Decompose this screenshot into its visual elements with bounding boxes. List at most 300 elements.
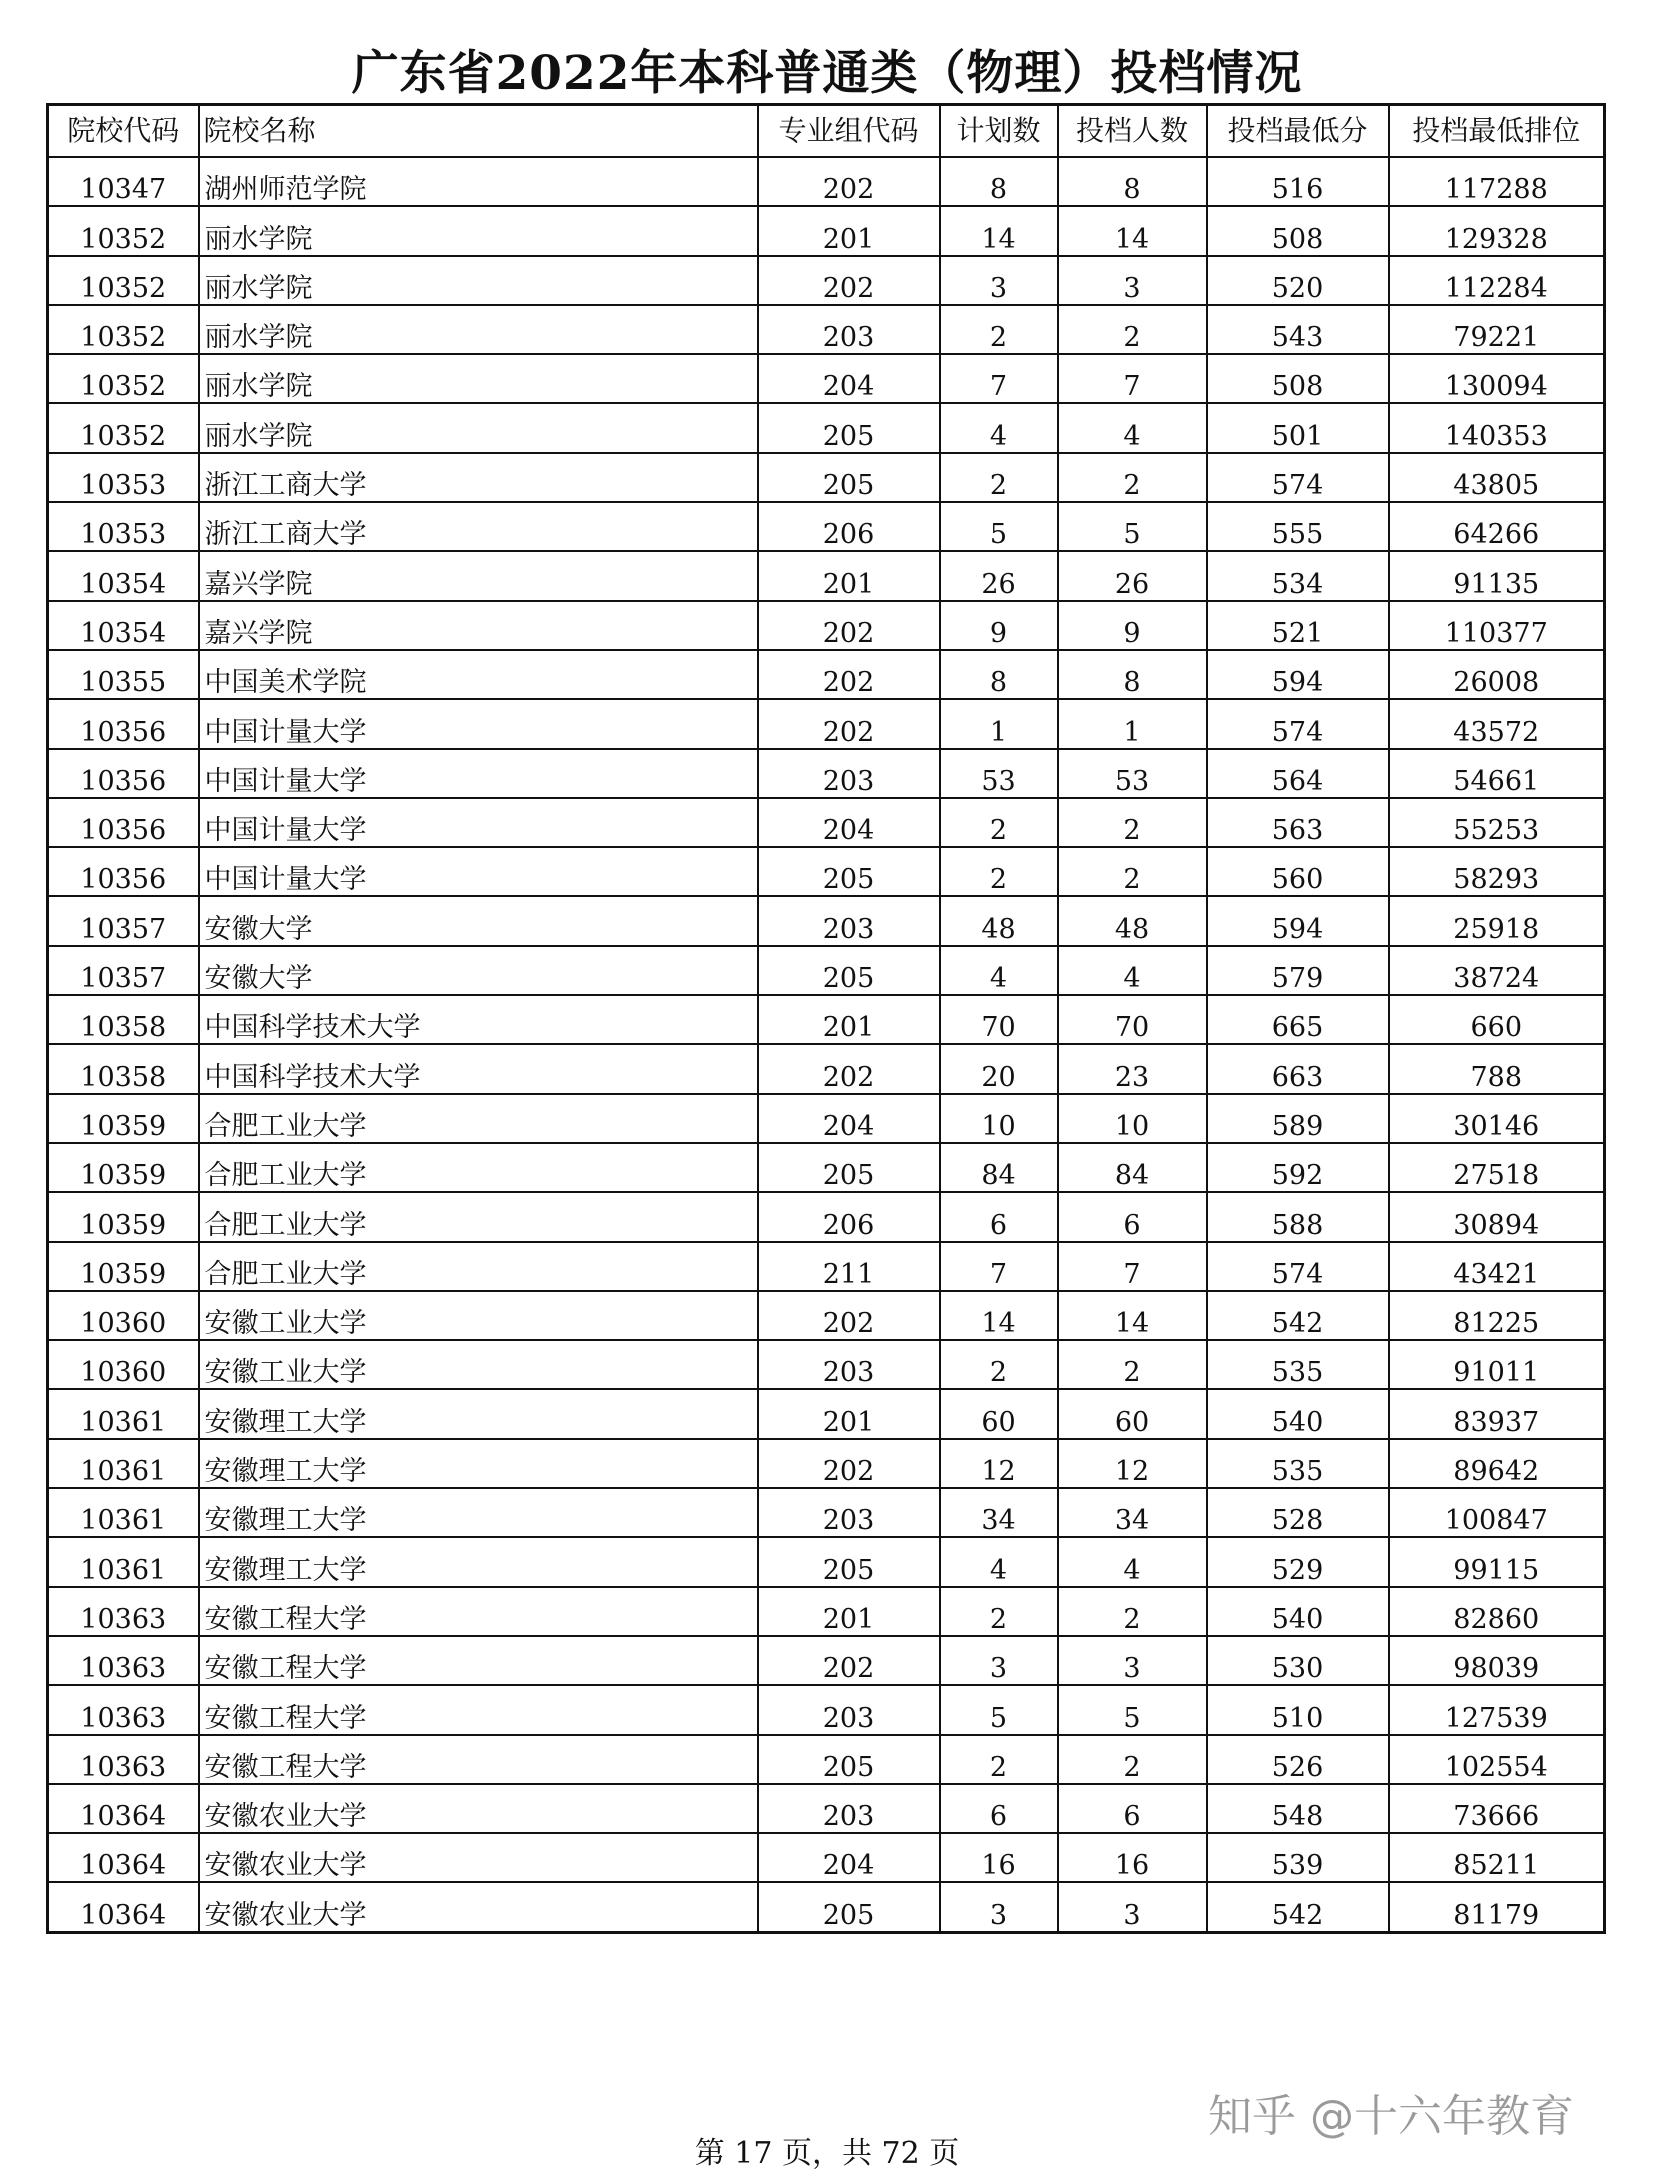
table-row	[48, 847, 1605, 896]
cell-group-code: 211	[758, 1242, 940, 1291]
cell-group-code: 202	[758, 1636, 940, 1685]
cell-school-code: 10359	[48, 1192, 199, 1241]
cell-school-name: 浙江工商大学	[199, 502, 758, 551]
cell-school-name: 丽水学院	[199, 305, 758, 354]
cell-min-score: 542	[1207, 1882, 1389, 1932]
cell-school-name: 湖州师范学院	[199, 157, 758, 206]
cell-plan-count: 7	[940, 354, 1058, 403]
table-row	[48, 1636, 1605, 1685]
cell-school-name: 中国计量大学	[199, 749, 758, 798]
cell-plan-count: 7	[940, 1242, 1058, 1291]
cell-school-name: 安徽农业大学	[199, 1882, 758, 1932]
cell-school-code: 10352	[48, 206, 199, 255]
cell-group-code: 201	[758, 551, 940, 600]
cell-group-code: 204	[758, 1833, 940, 1882]
cell-min-rank: 100847	[1389, 1488, 1605, 1537]
cell-group-code: 204	[758, 798, 940, 847]
cell-min-score: 501	[1207, 403, 1389, 452]
cell-group-code: 201	[758, 1587, 940, 1636]
cell-plan-count: 2	[940, 798, 1058, 847]
table-row	[48, 403, 1605, 452]
cell-min-score: 526	[1207, 1735, 1389, 1784]
cell-group-code: 202	[758, 699, 940, 748]
cell-group-code: 205	[758, 1735, 940, 1784]
cell-plan-count: 2	[940, 1340, 1058, 1389]
cell-plan-count: 8	[940, 650, 1058, 699]
cell-group-code: 205	[758, 403, 940, 452]
cell-plan-count: 6	[940, 1192, 1058, 1241]
cell-school-code: 10355	[48, 650, 199, 699]
table-row	[48, 1488, 1605, 1537]
cell-school-name: 安徽工业大学	[199, 1291, 758, 1340]
cell-plan-count: 20	[940, 1044, 1058, 1093]
table-row	[48, 650, 1605, 699]
cell-plan-count: 48	[940, 896, 1058, 945]
cell-school-name: 中国计量大学	[199, 847, 758, 896]
cell-admitted-count: 6	[1058, 1192, 1207, 1241]
cell-group-code: 204	[758, 1094, 940, 1143]
cell-min-score: 540	[1207, 1389, 1389, 1438]
cell-group-code: 203	[758, 305, 940, 354]
cell-group-code: 203	[758, 1340, 940, 1389]
cell-school-code: 10354	[48, 601, 199, 650]
cell-min-score: 665	[1207, 995, 1389, 1044]
cell-min-rank: 129328	[1389, 206, 1605, 255]
cell-admitted-count: 16	[1058, 1833, 1207, 1882]
cell-school-code: 10354	[48, 551, 199, 600]
cell-school-code: 10361	[48, 1439, 199, 1488]
cell-min-rank: 55253	[1389, 798, 1605, 847]
header-admitted-count: 投档人数	[1058, 105, 1207, 158]
cell-min-rank: 27518	[1389, 1143, 1605, 1192]
cell-school-code: 10352	[48, 305, 199, 354]
cell-admitted-count: 23	[1058, 1044, 1207, 1093]
cell-min-rank: 64266	[1389, 502, 1605, 551]
cell-plan-count: 4	[940, 946, 1058, 995]
cell-min-score: 592	[1207, 1143, 1389, 1192]
cell-min-score: 574	[1207, 453, 1389, 502]
cell-admitted-count: 10	[1058, 1094, 1207, 1143]
cell-school-name: 安徽农业大学	[199, 1833, 758, 1882]
table-row	[48, 1143, 1605, 1192]
cell-min-rank: 91011	[1389, 1340, 1605, 1389]
cell-plan-count: 2	[940, 453, 1058, 502]
cell-school-code: 10356	[48, 699, 199, 748]
cell-plan-count: 6	[940, 1784, 1058, 1833]
cell-group-code: 203	[758, 749, 940, 798]
cell-admitted-count: 9	[1058, 601, 1207, 650]
table-row	[48, 798, 1605, 847]
table-row	[48, 1439, 1605, 1488]
cell-min-score: 589	[1207, 1094, 1389, 1143]
cell-group-code: 205	[758, 1882, 940, 1932]
cell-group-code: 202	[758, 1044, 940, 1093]
table-body	[48, 157, 1605, 1932]
cell-school-code: 10361	[48, 1488, 199, 1537]
cell-admitted-count: 4	[1058, 1537, 1207, 1586]
cell-plan-count: 3	[940, 256, 1058, 305]
admissions-table	[46, 103, 1606, 1934]
cell-school-code: 10356	[48, 798, 199, 847]
cell-admitted-count: 14	[1058, 1291, 1207, 1340]
cell-admitted-count: 1	[1058, 699, 1207, 748]
cell-admitted-count: 5	[1058, 1685, 1207, 1734]
cell-min-score: 534	[1207, 551, 1389, 600]
cell-plan-count: 2	[940, 1735, 1058, 1784]
cell-admitted-count: 53	[1058, 749, 1207, 798]
table-row	[48, 551, 1605, 600]
cell-school-code: 10363	[48, 1636, 199, 1685]
table-row	[48, 502, 1605, 551]
cell-min-rank: 38724	[1389, 946, 1605, 995]
cell-min-rank: 102554	[1389, 1735, 1605, 1784]
cell-min-rank: 79221	[1389, 305, 1605, 354]
cell-min-rank: 30146	[1389, 1094, 1605, 1143]
table-row	[48, 453, 1605, 502]
cell-min-score: 516	[1207, 157, 1389, 206]
cell-min-rank: 130094	[1389, 354, 1605, 403]
cell-admitted-count: 6	[1058, 1784, 1207, 1833]
cell-admitted-count: 14	[1058, 206, 1207, 255]
cell-school-code: 10352	[48, 403, 199, 452]
cell-admitted-count: 8	[1058, 157, 1207, 206]
cell-school-name: 安徽工程大学	[199, 1735, 758, 1784]
cell-school-code: 10361	[48, 1389, 199, 1438]
cell-admitted-count: 7	[1058, 354, 1207, 403]
cell-plan-count: 70	[940, 995, 1058, 1044]
table-row	[48, 1735, 1605, 1784]
cell-min-rank: 81225	[1389, 1291, 1605, 1340]
cell-min-score: 574	[1207, 699, 1389, 748]
cell-group-code: 202	[758, 601, 940, 650]
cell-min-rank: 660	[1389, 995, 1605, 1044]
cell-admitted-count: 48	[1058, 896, 1207, 945]
cell-school-code: 10352	[48, 354, 199, 403]
cell-school-name: 丽水学院	[199, 256, 758, 305]
cell-school-name: 安徽工程大学	[199, 1636, 758, 1685]
table-row	[48, 1685, 1605, 1734]
cell-min-score: 529	[1207, 1537, 1389, 1586]
cell-plan-count: 4	[940, 403, 1058, 452]
cell-admitted-count: 3	[1058, 256, 1207, 305]
table-row	[48, 896, 1605, 945]
cell-school-name: 合肥工业大学	[199, 1242, 758, 1291]
cell-group-code: 202	[758, 1439, 940, 1488]
table-row	[48, 1882, 1605, 1932]
cell-school-code: 10356	[48, 847, 199, 896]
cell-school-code: 10359	[48, 1242, 199, 1291]
cell-school-name: 中国科学技术大学	[199, 995, 758, 1044]
cell-school-code: 10358	[48, 1044, 199, 1093]
cell-min-rank: 99115	[1389, 1537, 1605, 1586]
cell-min-score: 663	[1207, 1044, 1389, 1093]
cell-plan-count: 2	[940, 305, 1058, 354]
cell-min-score: 588	[1207, 1192, 1389, 1241]
table-row	[48, 946, 1605, 995]
table-row	[48, 1389, 1605, 1438]
cell-plan-count: 84	[940, 1143, 1058, 1192]
cell-school-code: 10347	[48, 157, 199, 206]
cell-admitted-count: 4	[1058, 946, 1207, 995]
cell-admitted-count: 7	[1058, 1242, 1207, 1291]
cell-group-code: 202	[758, 157, 940, 206]
cell-group-code: 205	[758, 453, 940, 502]
cell-school-code: 10361	[48, 1537, 199, 1586]
cell-school-name: 合肥工业大学	[199, 1192, 758, 1241]
cell-admitted-count: 4	[1058, 403, 1207, 452]
cell-school-name: 合肥工业大学	[199, 1143, 758, 1192]
cell-min-score: 594	[1207, 650, 1389, 699]
cell-school-name: 嘉兴学院	[199, 601, 758, 650]
cell-min-score: 510	[1207, 1685, 1389, 1734]
cell-min-score: 535	[1207, 1340, 1389, 1389]
cell-school-name: 中国计量大学	[199, 798, 758, 847]
cell-min-score: 560	[1207, 847, 1389, 896]
table-row	[48, 1291, 1605, 1340]
cell-min-rank: 89642	[1389, 1439, 1605, 1488]
cell-group-code: 202	[758, 1291, 940, 1340]
table-row	[48, 1833, 1605, 1882]
cell-school-code: 10364	[48, 1784, 199, 1833]
cell-min-score: 539	[1207, 1833, 1389, 1882]
cell-min-rank: 110377	[1389, 601, 1605, 650]
cell-group-code: 202	[758, 650, 940, 699]
table-row	[48, 305, 1605, 354]
cell-school-code: 10360	[48, 1291, 199, 1340]
cell-min-rank: 140353	[1389, 403, 1605, 452]
cell-min-rank: 30894	[1389, 1192, 1605, 1241]
header-min-score: 投档最低分	[1207, 105, 1389, 158]
cell-group-code: 205	[758, 847, 940, 896]
table-container	[46, 103, 1603, 1934]
cell-plan-count: 53	[940, 749, 1058, 798]
cell-school-name: 安徽理工大学	[199, 1439, 758, 1488]
cell-group-code: 204	[758, 354, 940, 403]
cell-min-score: 528	[1207, 1488, 1389, 1537]
header-min-rank: 投档最低排位	[1389, 105, 1605, 158]
cell-plan-count: 5	[940, 1685, 1058, 1734]
cell-min-score: 530	[1207, 1636, 1389, 1685]
cell-school-name: 丽水学院	[199, 354, 758, 403]
cell-plan-count: 26	[940, 551, 1058, 600]
cell-min-rank: 112284	[1389, 256, 1605, 305]
cell-min-rank: 788	[1389, 1044, 1605, 1093]
cell-min-score: 535	[1207, 1439, 1389, 1488]
cell-min-rank: 82860	[1389, 1587, 1605, 1636]
header-plan-count: 计划数	[940, 105, 1058, 158]
cell-school-code: 10363	[48, 1685, 199, 1734]
cell-school-code: 10364	[48, 1882, 199, 1932]
table-row	[48, 354, 1605, 403]
cell-admitted-count: 2	[1058, 305, 1207, 354]
table-row	[48, 699, 1605, 748]
cell-min-score: 540	[1207, 1587, 1389, 1636]
cell-min-rank: 54661	[1389, 749, 1605, 798]
cell-group-code: 205	[758, 946, 940, 995]
cell-admitted-count: 2	[1058, 453, 1207, 502]
cell-min-rank: 85211	[1389, 1833, 1605, 1882]
cell-plan-count: 1	[940, 699, 1058, 748]
cell-school-code: 10359	[48, 1094, 199, 1143]
cell-group-code: 201	[758, 206, 940, 255]
cell-plan-count: 34	[940, 1488, 1058, 1537]
cell-school-code: 10352	[48, 256, 199, 305]
cell-plan-count: 8	[940, 157, 1058, 206]
cell-group-code: 202	[758, 256, 940, 305]
cell-min-score: 548	[1207, 1784, 1389, 1833]
cell-min-rank: 83937	[1389, 1389, 1605, 1438]
cell-school-code: 10360	[48, 1340, 199, 1389]
cell-group-code: 203	[758, 896, 940, 945]
cell-min-score: 543	[1207, 305, 1389, 354]
cell-admitted-count: 34	[1058, 1488, 1207, 1537]
cell-min-score: 521	[1207, 601, 1389, 650]
cell-school-code: 10357	[48, 946, 199, 995]
cell-school-name: 安徽大学	[199, 896, 758, 945]
cell-admitted-count: 12	[1058, 1439, 1207, 1488]
cell-admitted-count: 2	[1058, 1340, 1207, 1389]
cell-min-score: 520	[1207, 256, 1389, 305]
table-row	[48, 206, 1605, 255]
cell-min-score: 564	[1207, 749, 1389, 798]
cell-school-name: 安徽工程大学	[199, 1587, 758, 1636]
cell-school-code: 10353	[48, 453, 199, 502]
cell-group-code: 205	[758, 1537, 940, 1586]
cell-plan-count: 3	[940, 1636, 1058, 1685]
cell-school-code: 10353	[48, 502, 199, 551]
cell-min-rank: 43805	[1389, 453, 1605, 502]
cell-school-name: 中国科学技术大学	[199, 1044, 758, 1093]
cell-school-name: 丽水学院	[199, 206, 758, 255]
cell-min-score: 508	[1207, 206, 1389, 255]
table-row	[48, 1094, 1605, 1143]
cell-school-name: 安徽理工大学	[199, 1488, 758, 1537]
cell-plan-count: 2	[940, 847, 1058, 896]
cell-school-code: 10363	[48, 1587, 199, 1636]
header-school-code: 院校代码	[48, 105, 199, 158]
header-group-code: 专业组代码	[758, 105, 940, 158]
table-row	[48, 157, 1605, 206]
cell-school-name: 丽水学院	[199, 403, 758, 452]
cell-plan-count: 12	[940, 1439, 1058, 1488]
cell-school-name: 安徽工业大学	[199, 1340, 758, 1389]
cell-plan-count: 9	[940, 601, 1058, 650]
cell-school-code: 10357	[48, 896, 199, 945]
cell-min-rank: 58293	[1389, 847, 1605, 896]
cell-admitted-count: 60	[1058, 1389, 1207, 1438]
cell-admitted-count: 84	[1058, 1143, 1207, 1192]
table-row	[48, 995, 1605, 1044]
table-row	[48, 1537, 1605, 1586]
cell-admitted-count: 2	[1058, 1587, 1207, 1636]
cell-min-rank: 91135	[1389, 551, 1605, 600]
cell-min-score: 508	[1207, 354, 1389, 403]
cell-min-rank: 43572	[1389, 699, 1605, 748]
cell-admitted-count: 5	[1058, 502, 1207, 551]
cell-group-code: 201	[758, 995, 940, 1044]
cell-admitted-count: 2	[1058, 798, 1207, 847]
cell-school-code: 10356	[48, 749, 199, 798]
cell-plan-count: 2	[940, 1587, 1058, 1636]
cell-school-name: 安徽大学	[199, 946, 758, 995]
cell-plan-count: 10	[940, 1094, 1058, 1143]
cell-min-rank: 81179	[1389, 1882, 1605, 1932]
header-school-name: 院校名称	[199, 105, 758, 158]
cell-min-score: 574	[1207, 1242, 1389, 1291]
table-row	[48, 1192, 1605, 1241]
cell-admitted-count: 70	[1058, 995, 1207, 1044]
cell-school-name: 中国美术学院	[199, 650, 758, 699]
cell-min-rank: 73666	[1389, 1784, 1605, 1833]
cell-plan-count: 4	[940, 1537, 1058, 1586]
cell-school-name: 安徽工程大学	[199, 1685, 758, 1734]
cell-min-rank: 117288	[1389, 157, 1605, 206]
table-row	[48, 1340, 1605, 1389]
cell-school-name: 中国计量大学	[199, 699, 758, 748]
cell-school-name: 安徽理工大学	[199, 1389, 758, 1438]
page-footer: 第 17 页，共 72 页	[694, 2136, 960, 2171]
cell-group-code: 201	[758, 1389, 940, 1438]
table-row	[48, 256, 1605, 305]
cell-school-code: 10363	[48, 1735, 199, 1784]
cell-admitted-count: 26	[1058, 551, 1207, 600]
cell-group-code: 203	[758, 1685, 940, 1734]
table-row	[48, 1242, 1605, 1291]
table-row	[48, 601, 1605, 650]
cell-school-code: 10364	[48, 1833, 199, 1882]
cell-min-score: 555	[1207, 502, 1389, 551]
cell-school-code: 10358	[48, 995, 199, 1044]
cell-school-name: 安徽理工大学	[199, 1537, 758, 1586]
cell-admitted-count: 2	[1058, 1735, 1207, 1784]
cell-school-code: 10359	[48, 1143, 199, 1192]
cell-admitted-count: 8	[1058, 650, 1207, 699]
cell-school-name: 嘉兴学院	[199, 551, 758, 600]
cell-plan-count: 14	[940, 206, 1058, 255]
cell-school-name: 合肥工业大学	[199, 1094, 758, 1143]
table-row	[48, 1587, 1605, 1636]
cell-group-code: 205	[758, 1143, 940, 1192]
cell-min-rank: 26008	[1389, 650, 1605, 699]
cell-min-rank: 25918	[1389, 896, 1605, 945]
table-row	[48, 749, 1605, 798]
table-row	[48, 1044, 1605, 1093]
cell-group-code: 206	[758, 1192, 940, 1241]
cell-admitted-count: 3	[1058, 1882, 1207, 1932]
cell-plan-count: 3	[940, 1882, 1058, 1932]
cell-plan-count: 16	[940, 1833, 1058, 1882]
cell-plan-count: 60	[940, 1389, 1058, 1438]
cell-group-code: 206	[758, 502, 940, 551]
cell-plan-count: 14	[940, 1291, 1058, 1340]
table-row	[48, 1784, 1605, 1833]
cell-admitted-count: 2	[1058, 847, 1207, 896]
cell-school-name: 安徽农业大学	[199, 1784, 758, 1833]
page-title: 广东省2022年本科普通类（物理）投档情况	[351, 46, 1303, 101]
cell-group-code: 203	[758, 1488, 940, 1537]
cell-min-score: 579	[1207, 946, 1389, 995]
cell-group-code: 203	[758, 1784, 940, 1833]
cell-min-score: 563	[1207, 798, 1389, 847]
cell-min-score: 542	[1207, 1291, 1389, 1340]
cell-plan-count: 5	[940, 502, 1058, 551]
cell-min-rank: 127539	[1389, 1685, 1605, 1734]
watermark: 知乎 @十六年教育	[1208, 2091, 1574, 2142]
cell-min-rank: 43421	[1389, 1242, 1605, 1291]
cell-min-score: 594	[1207, 896, 1389, 945]
cell-school-name: 浙江工商大学	[199, 453, 758, 502]
cell-min-rank: 98039	[1389, 1636, 1605, 1685]
